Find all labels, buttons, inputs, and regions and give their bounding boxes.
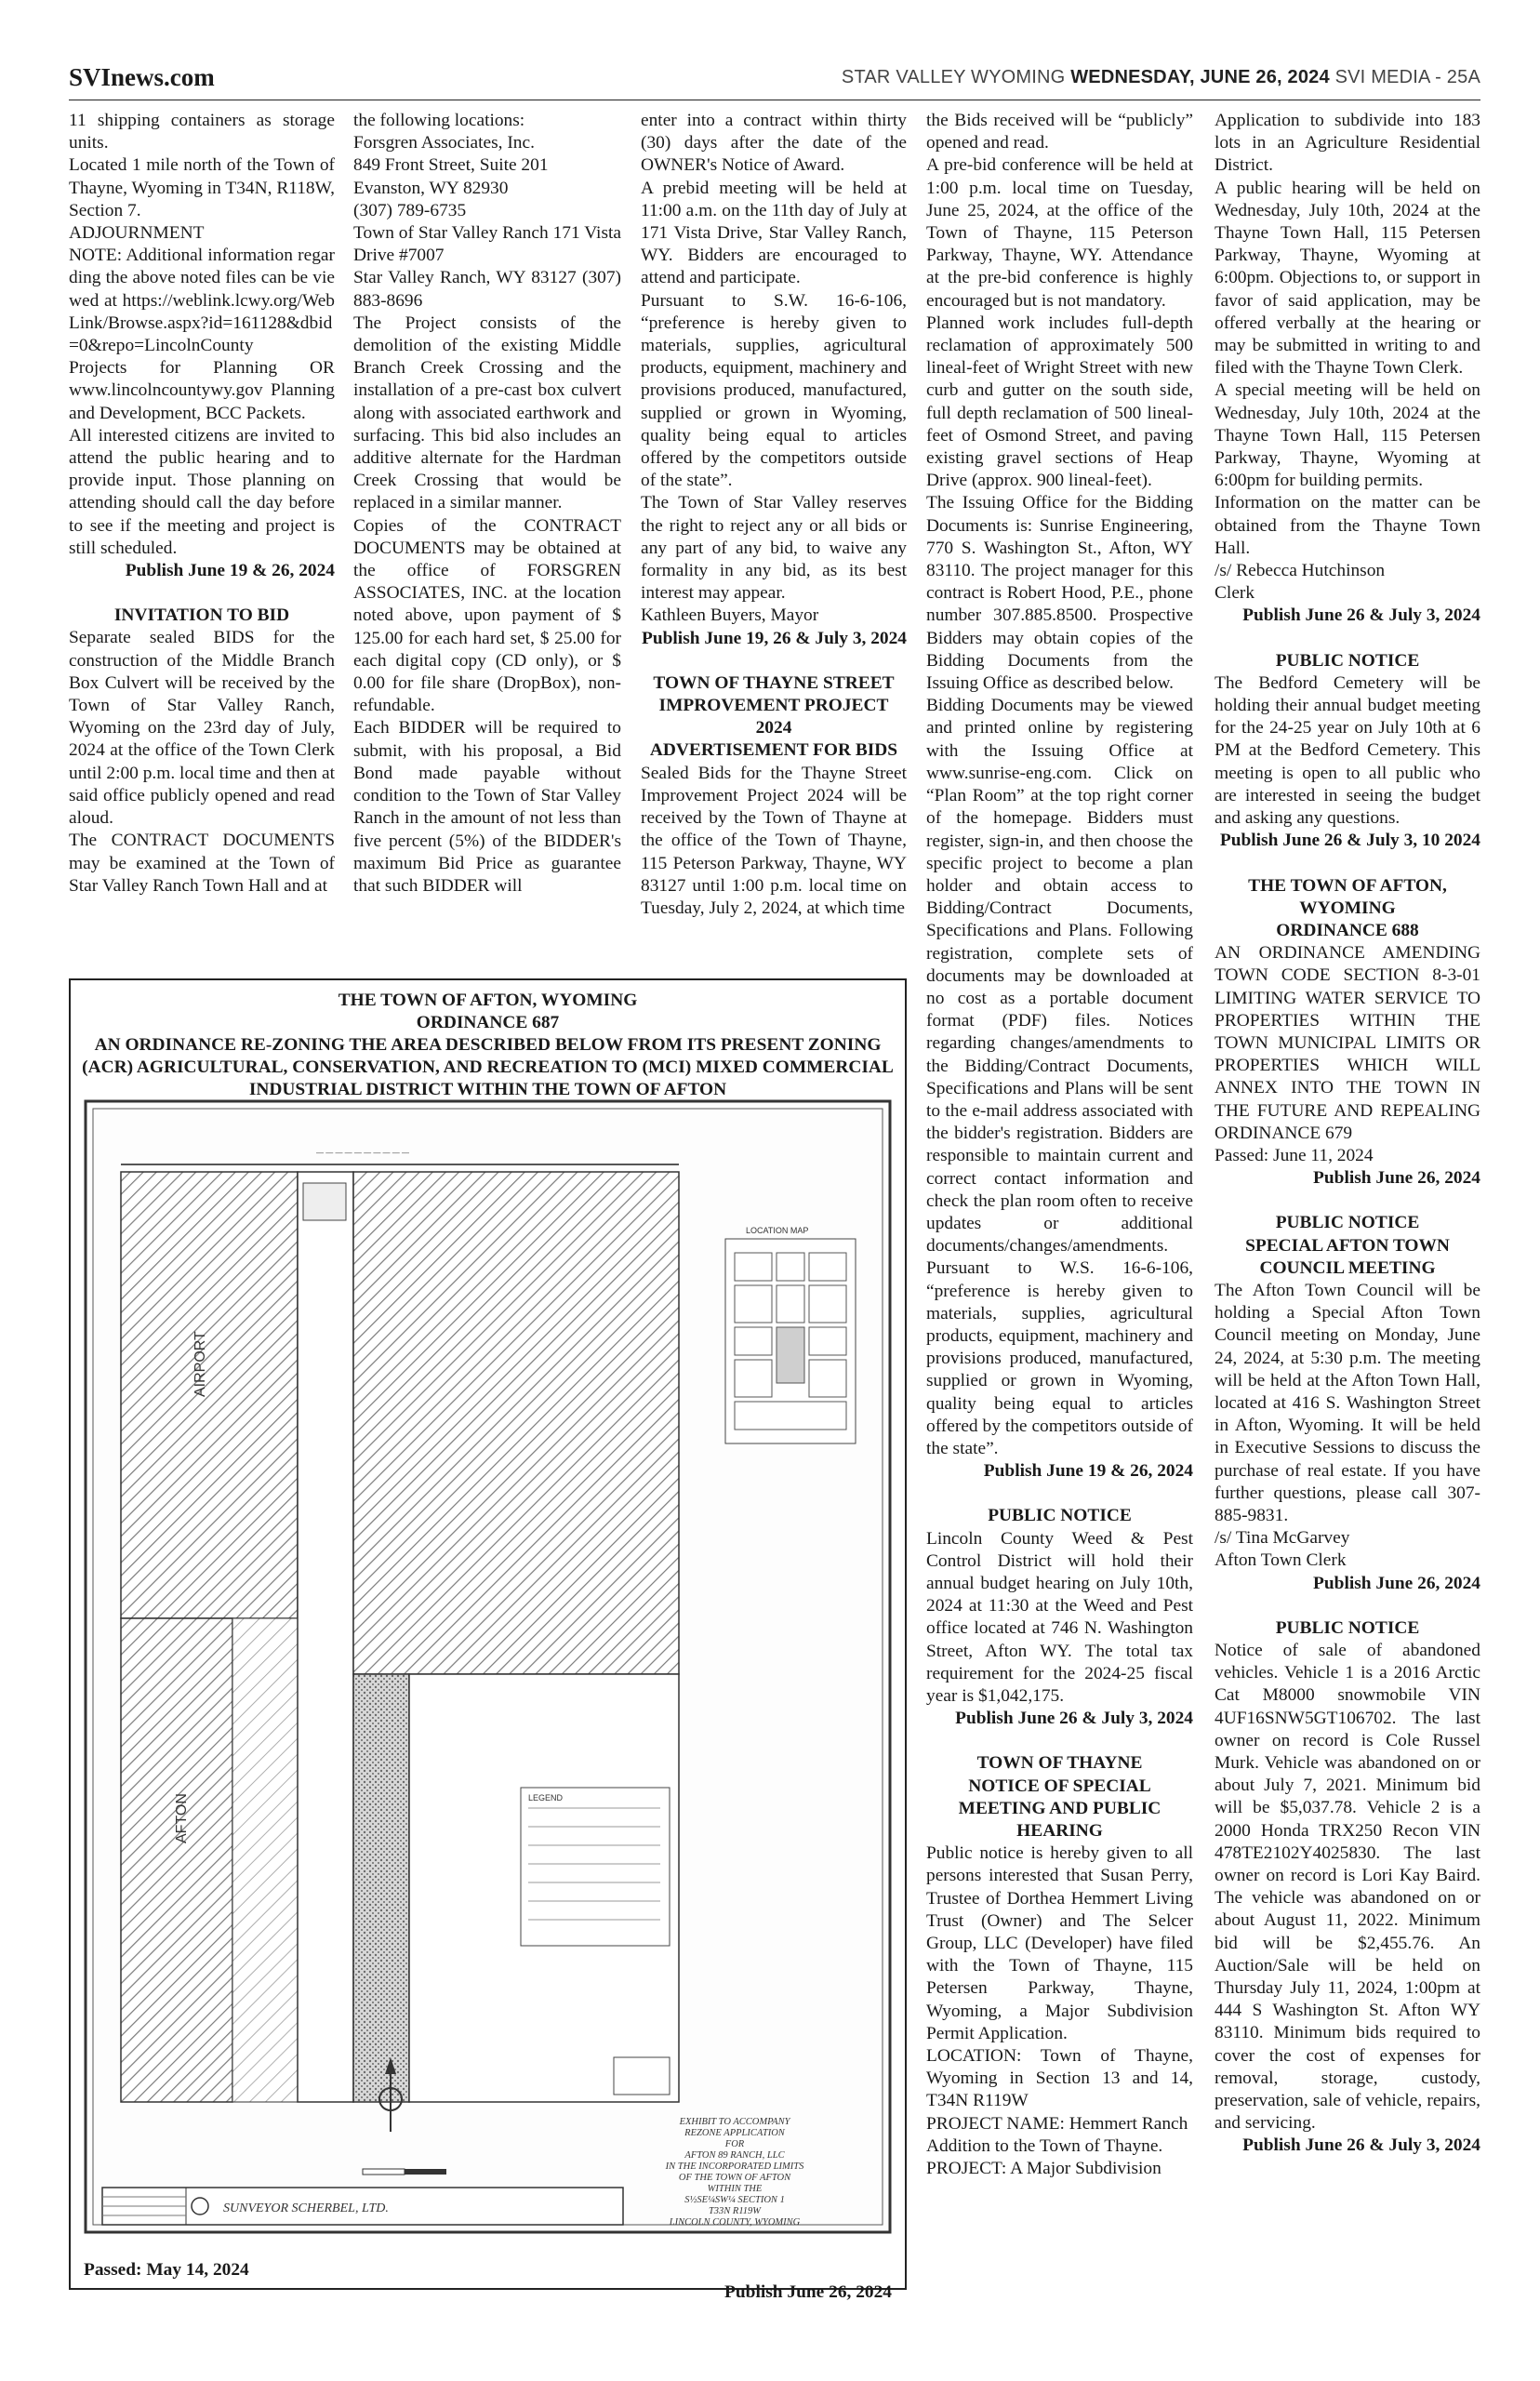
map-legend-box [521,1788,670,1946]
svg-text:— — — — — — — — — —: — — — — — — — — — — [316,1149,410,1157]
publish-line: Publish June 26 & July 3, 2024 [955,1709,1193,1729]
notice-heading: IMPROVEMENT PROJECT 2024 [658,696,889,738]
paragraph: Separate sealed BIDS for the construction of the Middle Branch Box Culvert will be received by the Town of Star Valley Ranch, Wyoming on the 23rd day of July, 2024 at the office of the Town Clerk until 2:00 p.m. local time and then at said office publicly opened and read aloud. [69,628,335,829]
dateline-paper: STAR VALLEY WYOMING [841,67,1071,87]
paragraph: A prebid meeting will be held at 11:00 a.m. on the 11th day of July at 171 Vista Drive, Star Valley Ranch, WY. Bidders are encouraged to attend and participate. [641,178,907,288]
paragraph: AN ORDINANCE AMENDING TOWN CODE SECTION 8-3-01 LIMITING WATER SERVICE TO PROPERTIES WITHIN THE TOWN MUNICIPAL LIMITS OR PROPERTIES WHICH WILL ANNEX INTO THE TOWN IN THE FUTURE AND REPEALING ORDINANCE 679 [1215,943,1480,1143]
paragraph: The Project consists of the demolition of the existing Middle Branch Creek Crossing and the installation of a pre-cast box culvert along with associated earthwork and surfacing. This bid also includes an additive alternate for the Hardman Creek Crossing that would be replaced in a similar manner. [353,313,621,513]
svg-text:LINCOLN COUNTY, WYOMING: LINCOLN COUNTY, WYOMING [669,2217,801,2228]
publish-line: Publish June 26 & July 3, 10 2024 [1219,831,1480,851]
paragraph: The Town of Star Valley reserves the right to reject any or all bids or any part of any bid, to waive any formality in any bid, as its best interest may appear. [641,493,907,604]
notice-heading: ADVERTISEMENT FOR BIDS [649,740,898,761]
afton-parcel [121,1618,232,2102]
notice-heading: PUBLIC NOTICE [1275,1213,1420,1233]
map-legend-label: LEGEND [528,1793,564,1802]
paragraph: Clerk [1215,583,1255,604]
paragraph: Projects for Planning OR www.lincolncountywy.gov Planning and Development, BCC Packets. [69,358,335,423]
notice-heading: ORDINANCE 688 [1276,920,1419,940]
notice-heading: NOTICE OF SPECIAL MEETING AND PUBLIC HEARING [958,1776,1162,1842]
paragraph: (307) 789-6735 [353,200,467,220]
notice-heading: PUBLIC NOTICE [1275,1617,1420,1638]
ordinance-town: THE TOWN OF AFTON, WYOMING [338,991,638,1010]
publish-line: Publish June 26 & July 3, 2024 [1242,2135,1480,2156]
paragraph: Afton Town Clerk [1215,1550,1347,1571]
paragraph: enter into a contract within thirty (30) days after the date of the OWNER's Notice of Award. [641,111,907,176]
central-strip [298,1172,353,2102]
ordinance-687-box [69,978,907,2302]
svg-text:T33N R119W: T33N R119W [708,2206,762,2216]
dateline-date: WEDNESDAY, JUNE 26, 2024 [1070,67,1330,87]
column-5 [1215,110,1480,2158]
notice-heading: PUBLIC NOTICE [988,1506,1132,1526]
airport-parcel [121,1172,298,1618]
notice-heading: THE TOWN OF AFTON, WYOMING [1248,875,1447,918]
notice-heading: SPECIAL AFTON TOWN COUNCIL MEETING [1245,1235,1450,1278]
paragraph: A special meeting will be held on Wednesday, July 10th, 2024 at the Thayne Town Hall, 115 Petersen Parkway, Thayne, Wyoming at 6:00pm for building permits. [1215,380,1480,491]
paragraph: All interested citizens are invited to attend the public hearing and to provide input. Those planning on attending should call the day before to see if the meeting and project is still scheduled. [69,425,335,558]
surveyor-name: SUNVEYOR SCHERBEL, LTD. [223,2201,389,2215]
notice-heading: TOWN OF THAYNE [976,1753,1143,1774]
paragraph: A pre-bid conference will be held at 1:00 p.m. local time on Tuesday, June 25, 2024, at the office of the Town of Thayne, 115 Peterson Parkway, Thayne, WY. Attendance at the pre-bid conference is highly encouraged but is not mandatory. [926,155,1193,311]
paragraph: Sealed Bids for the Thayne Street Improvement Project 2024 will be received by the Town of Thayne at the office of the Town of Thayne, 115 Peterson Parkway, Thayne, WY 83127 until 1:00 p.m. local time on Tuesday, July 2, 2024, at which time [641,763,907,918]
ordinance-number: ORDINANCE 687 [416,1013,560,1032]
ordinance-passed: Passed: May 14, 2024 [84,2260,249,2280]
paragraph: the following locations: [353,111,525,130]
afton-strip [232,1618,298,2102]
paragraph: Copies of the CONTRACT DOCUMENTS may be obtained at the office of FORSGREN ASSOCIATES, INC. at the location noted above, upon payment of $ 125.00 for each hard set, $ 25.00 for each digital copy (CD only), or $ 0.00 for file share (DropBox), non-refundable. [353,515,621,716]
masthead [69,60,1480,100]
ordinance-heading [71,990,905,1101]
rezone-map-drawing [84,1099,892,2234]
site-name[interactable]: SVInews.com [69,63,215,91]
publish-line: Publish June 19, 26 & July 3, 2024 [642,628,907,648]
paragraph: Pursuant to W.S. 16-6-106, “preference is hereby given to materials, supplies, agricultural products, equipment, machinery and provisions produced, manufactured, supplied or grown in Wyoming, quality being equal to articles offered by the competitors outside of the state”. [926,1258,1193,1458]
paragraph: The Issuing Office for the Bidding Documents is: Sunrise Engineering, 770 S. Washington St., Afton, WY 83110. The project manager for this contract is Robert Hood, P.E., phone number 307.885.8500. Prospective Bidders may obtain copies of the Bidding Documents from the Issuing Office as described below. [926,493,1193,694]
paragraph: Lincoln County Weed & Pest Control District will hold their annual budget hearing on July 10th, 2024 at 11:30 at the Weed and Pest office located at 746 N. Washington Street, Afton WY. The total tax requirement for the 2024-25 fiscal year is $1,042,175. [926,1528,1193,1707]
paragraph: Kathleen Buyers, Mayor [641,605,819,626]
paragraph: Bidding Documents may be viewed and printed online by registering with the Issuing Office at www.sunrise-eng.com. Click on “Plan Room” at the top right corner of the homepage. Bidders must register, sign-in, and then choose the specific project to become a plan holder and obtain access to Bidding/Contract Documents, Specifications and Plans. Following registration, complete sets of documents may be downloaded at no cost as a portable document format (PDF) files. Notices regarding changes/amendments to the Bidding/Contract Documents, Specifications and Plans will be sent to the e-mail address associated with the bidder's registration. Bidders are responsible to maintain current and correct contact information and check the plan room often to receive updates or additional documents/changes/amendments. [926,696,1193,1257]
svg-text:WITHIN THE: WITHIN THE [707,2184,763,2194]
svg-text:S½SE¼SW¼ SECTION 1: S½SE¼SW¼ SECTION 1 [684,2195,785,2205]
paragraph: 11 shipping containers as storage units. [69,111,335,153]
paragraph: Each BIDDER will be required to submit, with his proposal, a Bid Bond made payable without condition to the Town of Star Valley Ranch in the amount of not less than five percent (5%) of the BIDDER's maximum Bid Price as guarantee that such BIDDER will [353,718,621,896]
column-4 [926,110,1193,2180]
rezone-map [84,1099,892,2234]
paragraph: LOCATION: Town of Thayne, Wyoming in Section 13 and 14, T34N R119W [926,2046,1193,2111]
column-1 [69,110,335,898]
svg-text:IN THE INCORPORATED LIMITS: IN THE INCORPORATED LIMITS [665,2162,804,2172]
publish-line: Publish June 26, 2024 [1313,1573,1480,1593]
column-2 [353,110,621,898]
paragraph: ADJOURNMENT [69,223,205,244]
svg-text:OF THE TOWN OF AFTON: OF THE TOWN OF AFTON [678,2173,791,2183]
location-map-title: LOCATION MAP [746,1226,809,1235]
paragraph: Application to subdivide into 183 lots in an Agriculture Residential District. [1215,111,1480,176]
publish-line: Publish June 19 & 26, 2024 [983,1461,1193,1482]
paragraph: the Bids received will be “publicly” opened and read. [926,111,1193,153]
paragraph: Passed: June 11, 2024 [1215,1145,1374,1165]
notice-heading: TOWN OF THAYNE STREET [653,672,895,693]
paragraph: Public notice is hereby given to all persons interested that Susan Perry, Trustee of Dorthea Hemmert Living Trust (Owner) and The Selcer Group, LLC (Developer) have filed with the Town of Thayne, 115 Petersen Parkway, Thayne, Wyoming, a Major Subdivision Permit Application. [926,1843,1193,2043]
paragraph: The CONTRACT DOCUMENTS may be examined at the Town of Star Valley Ranch Town Hall and at [69,831,335,896]
map-label-afton: AFTON [174,1793,190,1843]
paragraph: 849 Front Street, Suite 201 [353,155,549,176]
paragraph: The Afton Town Council will be holding a Special Afton Town Council meeting on Monday, June 24, 2024, at 5:30 p.m. The meeting will be held at the Afton Town Hall, located at 416 S. Washington Street in Afton, Wyoming. It will be held in Executive Sessions to discuss the purchase of real estate. If you have further questions, please call 307-885-9831. [1215,1280,1480,1525]
publish-line: Publish June 26 & July 3, 2024 [1242,605,1480,626]
paragraph: PROJECT NAME: Hemmert Ranch Addition to the Town of Thayne. [926,2113,1188,2156]
signature: /s/ Tina McGarvey [1215,1528,1350,1549]
paragraph: Planned work includes full-depth reclamation of approximately 500 lineal-feet of Wright Street with new curb and gutter on the south side, full depth reclamation of 500 lineal-feet of Osmond Street, and paving existing gravel sections of Heap Drive (approx. 900 lineal-feet). [926,313,1193,491]
notice-heading: INVITATION TO BID [113,605,290,626]
paragraph: PROJECT: A Major Subdivision [926,2159,1162,2179]
paragraph: NOTE: Additional information regarding the above noted files can be viewed at https://weblink.lcwy.org/WebLink/Browse.aspx?id=161128&dbid=0&repo=LincolnCounty [69,246,335,356]
dateline [842,67,1480,88]
signature: /s/ Rebecca Hutchinson [1215,561,1386,581]
svg-text:AFTON 89 RANCH, LLC: AFTON 89 RANCH, LLC [684,2150,785,2161]
svg-text:FOR: FOR [724,2139,745,2149]
ordinance-publish-line: Publish June 26, 2024 [724,2282,892,2302]
ordinance-title: AN ORDINANCE RE-ZONING THE AREA DESCRIBED BELOW FROM ITS PRESENT ZONING (ACR) AGRICULTURAL, CONSERVATION, AND RECREATION TO (MCI) MIXED COMMERCIAL INDUSTRIAL DISTRICT WITHIN THE TOWN OF AFTON [82,1035,894,1099]
notice-heading: PUBLIC NOTICE [1275,650,1420,671]
svg-text:EXHIBIT TO ACCOMPANY: EXHIBIT TO ACCOMPANY [679,2117,790,2127]
paragraph: Town of Star Valley Ranch 171 Vista Drive #7007 [353,223,621,266]
publish-line: Publish June 19 & 26, 2024 [125,561,335,581]
paragraph: Information on the matter can be obtained from the Thayne Town Hall. [1215,493,1480,558]
svg-text:REZONE APPLICATION: REZONE APPLICATION [684,2128,785,2138]
paragraph: Located 1 mile north of the Town of Thayne, Wyoming in T34N, R118W, Section 7. [69,155,335,220]
paragraph: Forsgren Associates, Inc. [353,133,535,153]
paragraph: Star Valley Ranch, WY 83127 (307) 883-8696 [353,268,621,311]
column-3 [641,110,907,920]
paragraph: Evanston, WY 82930 [353,178,509,198]
dateline-page: SVI MEDIA - 25A [1329,67,1480,87]
paragraph: A public hearing will be held on Wednesday, July 10th, 2024 at the Thayne Town Hall, 115 Petersen Parkway, Thayne, Wyoming at 6:00pm. Objections to, or support in favor of said application, may be offered verbally at the hearing or may be submitted in writing to and filed with the Thayne Town Clerk. [1215,178,1480,379]
mci-rezone-strip [353,1674,409,2102]
publish-line: Publish June 26, 2024 [1313,1168,1480,1189]
map-label-airport: AIRPORT [192,1331,208,1397]
rezone-parcel [353,1172,679,1674]
paragraph: Notice of sale of abandoned vehicles. Vehicle 1 is a 2016 Arctic Cat M8000 snowmobile VIN 4UF16SNW5GT106702. The last owner on record is Cole Russel Murk. Vehicle was abandoned on or about July 7, 2021. Minimum bid will be $5,037.78. Vehicle 2 is a 2000 Honda TRX250 Recon VIN 478TE2102Y4025830. The last owner on record is Lori Kay Baird. The vehicle was abandoned on or about August 11, 2022. Minimum bid will be $2,455.76. An Auction/Sale will be held on Thursday July 11, 2024, 1:00pm at 444 S Washington St. Afton WY 83110. Minimum bids required to cover the cost of expenses for removal, storage, custody, preservation, sale of vehicle, repairs, and servicing. [1215,1641,1480,2134]
paragraph: Pursuant to S.W. 16-6-106, “preference is hereby given to materials, supplies, agricultural products, equipment, machinery and provisions produced, manufactured, supplied or grown in Wyoming, quality being equal to articles offered by the competitors outside of the state”. [641,290,907,491]
paragraph: The Bedford Cemetery will be holding their annual budget meeting for the 24-25 year on July 10th at 6 PM at the Bedford Cemetery. This meeting is open to all public who are interested in seeing the budget and asking any questions. [1215,672,1480,829]
